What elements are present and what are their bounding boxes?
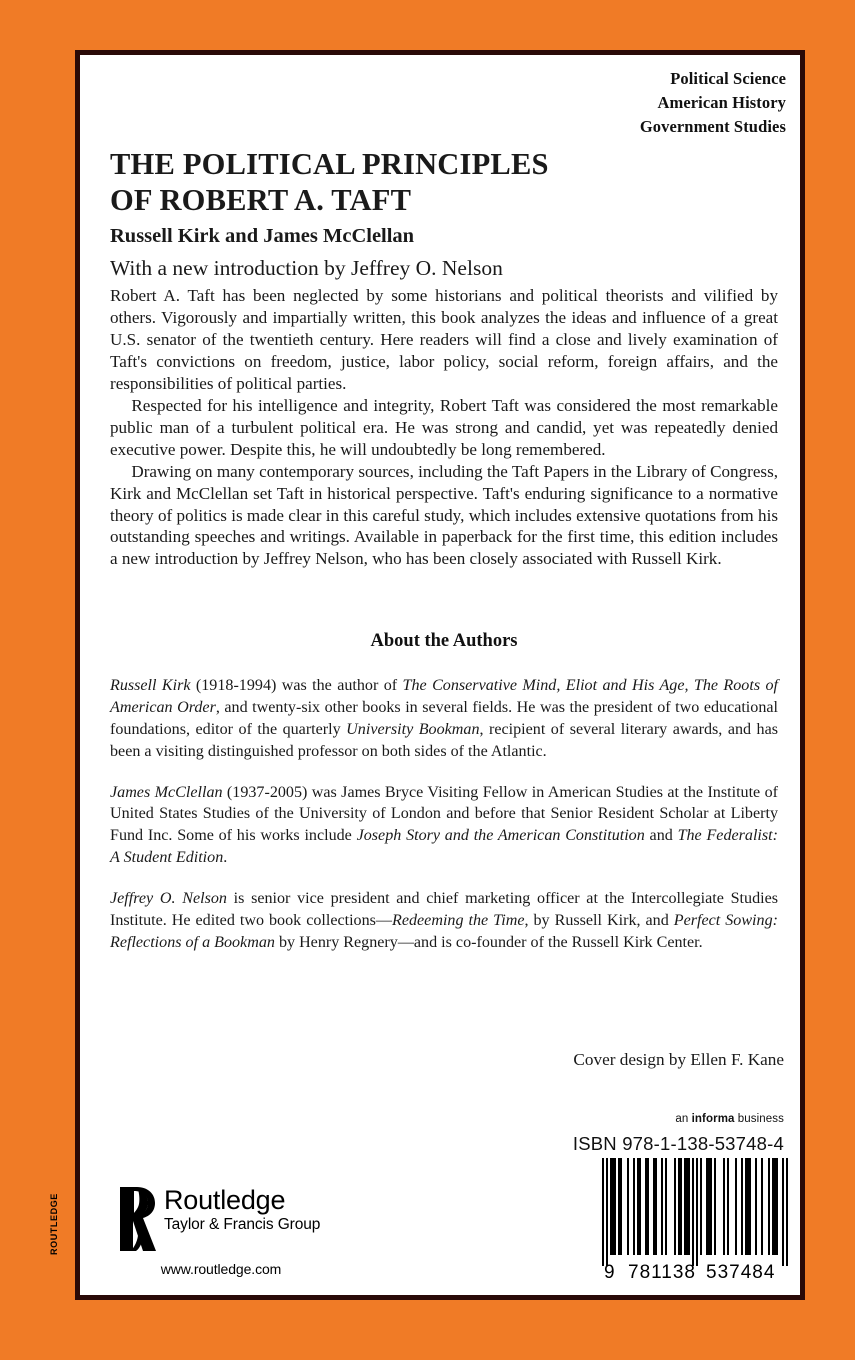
isbn-text: ISBN 978-1-138-53748-4 xyxy=(572,1133,784,1154)
book-title-line-2: OF ROBERT A. TAFT xyxy=(110,182,412,217)
routledge-logo-mark xyxy=(49,1185,158,1255)
bio-work-1a: The Conservative Mind, Eliot and His Age, The Roots of American Order xyxy=(110,677,778,716)
about-the-authors-heading: About the Authors xyxy=(370,631,518,651)
informa-prefix: an xyxy=(675,1113,692,1125)
bio-name-james-mcclellan: James McClellan xyxy=(110,783,223,801)
bio-text-1b: , and twenty-six other books in several fields. He was the president of two educational foundations, editor of the quarterly xyxy=(110,698,778,738)
routledge-name: Routledge xyxy=(164,1185,286,1215)
book-authors: Russell Kirk and James McClellan xyxy=(110,225,415,248)
bio-text-1a: (1918-1994) was the author of xyxy=(190,677,403,694)
bio-work-3a: Redeeming the Time xyxy=(392,911,525,929)
bio-text-2b: and xyxy=(644,827,678,845)
isbn-barcode xyxy=(602,1158,788,1288)
barcode-digit-group-1: 9 xyxy=(604,1262,616,1283)
bio-name-russell-kirk: Russell Kirk xyxy=(110,677,191,694)
description-paragraph-1: Robert A. Taft has been neglected by some historians and political theorists and vilified by others. Vigorously and impartially written, this book analyzes the ideas and influence of a great U.S. senator of the twentieth century. Here readers will find a close and lively examination of Taft's convictions on freedom, justice, labor policy, social reform, foreign affairs, and the responsibilities of political parties. xyxy=(110,286,778,393)
routledge-subtitle: Taylor & Francis Group xyxy=(164,1215,321,1233)
bio-text-2a: (1937-2005) was James Bryce Visiting Fellow in American Studies at the Institute of United States Studies of the University of London and before that Senior Resident Scholar at Liberty Fund Inc. Some of his works include xyxy=(110,783,778,845)
bio-work-2a: Joseph Story and the American Constitution xyxy=(356,827,645,845)
bio-text-2c: . xyxy=(223,849,228,867)
author-bio-russell-kirk xyxy=(110,675,778,763)
author-bios xyxy=(110,675,778,954)
title-block xyxy=(110,147,778,282)
bio-work-3b: Perfect Sowing: Reflections of a Bookman xyxy=(110,911,778,951)
barcode-digits xyxy=(602,1262,788,1288)
category-line-american-history: American History xyxy=(657,92,786,112)
category-line-political-science: Political Science xyxy=(670,69,786,88)
description-paragraph-3: Drawing on many contemporary sources, including the Taft Papers in the Library of Congress, Kirk and McClellan set Taft in historical perspective. Taft's enduring significance to a normative theory of politics is made clear in this careful study, which includes extensive quotations from his outstanding speeches and writings. Available in paperback for the first time, this edition includes a new introduction by Jeffrey Nelson, who has been closely associated with Russell Kirk. xyxy=(110,461,778,569)
barcode-digit-group-3: 537484 xyxy=(706,1262,776,1283)
bio-work-1b: University Bookman xyxy=(346,720,480,738)
bio-text-1c: , recipient of several literary awards, and has been a visiting distinguished professor on both sides of the Atlantic. xyxy=(110,720,778,760)
subject-categories xyxy=(640,67,786,139)
bio-name-jeffrey-nelson: Jeffrey O. Nelson xyxy=(110,890,227,907)
informa-brand: informa xyxy=(691,1113,735,1125)
routledge-r-face-icon xyxy=(118,1185,158,1253)
category-line-government-studies: Government Studies xyxy=(639,116,786,136)
description-paragraph-2: Respected for his intelligence and integrity, Robert Taft was considered the most remarkable public man of a turbulent political era. He was strong and candid, yet was repeatedly denied executive power. Despite this, he will undoubtedly be long remembered. xyxy=(110,395,778,459)
bio-text-3a: is senior vice president and chief marketing officer at the Intercollegiate Studies Institute. He edited two book collections— xyxy=(110,890,778,929)
bio-work-2b: The Federalist: A Student Edition xyxy=(110,827,778,867)
bio-text-3b: , by Russell Kirk, and xyxy=(524,911,674,929)
barcode-bars xyxy=(602,1158,788,1266)
barcode-digit-group-2: 781138 xyxy=(628,1262,696,1283)
author-bio-jeffrey-nelson xyxy=(110,888,778,954)
informa-suffix: business xyxy=(734,1113,784,1125)
routledge-website: www.routledge.com xyxy=(160,1261,282,1277)
bio-text-3c: by Henry Regnery—and is co-founder of the Russell Kirk Center. xyxy=(274,933,703,951)
routledge-logo xyxy=(49,1185,352,1277)
book-description xyxy=(110,285,778,570)
white-content-panel xyxy=(49,50,805,1300)
routledge-vertical-text: ROUTLEDGE xyxy=(49,1193,59,1255)
introduction-credit: With a new introduction by Jeffrey O. Nelson xyxy=(110,256,503,281)
author-bio-james-mcclellan xyxy=(110,782,778,870)
book-title-line-1: THE POLITICAL PRINCIPLES xyxy=(110,147,549,181)
cover-design-credit: Cover design by Ellen F. Kane xyxy=(573,1050,784,1069)
book-title xyxy=(110,147,778,218)
informa-business-line xyxy=(675,1113,784,1125)
